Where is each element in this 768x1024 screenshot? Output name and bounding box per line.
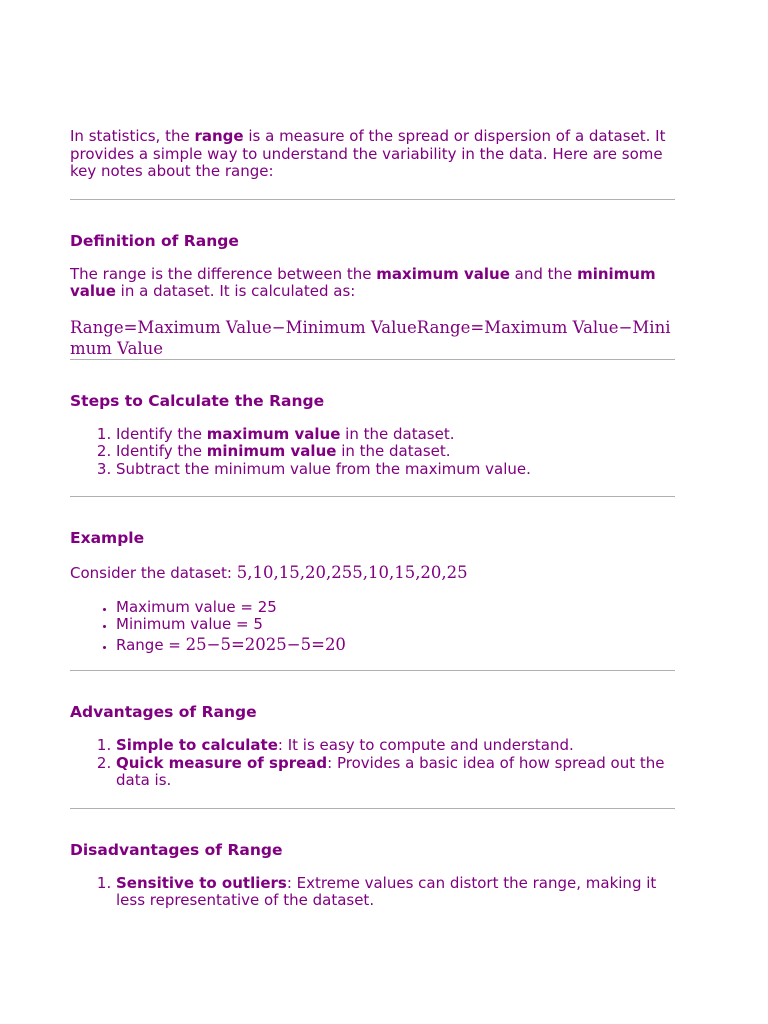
range-formula: Range=Maximum Value−Minimum ValueRange=Maximum Value−Minimum Value (70, 317, 671, 358)
disadvantages-heading: Disadvantages of Range (70, 840, 283, 859)
list-item (116, 599, 675, 617)
steps-heading: Steps to Calculate the Range (70, 391, 325, 410)
bullet-math: 25−5=2025−5=20 (185, 634, 346, 654)
example-heading: Example (70, 529, 145, 547)
advantages-list (70, 737, 675, 790)
list-item (116, 875, 675, 910)
bullet-text: Range = (116, 635, 186, 654)
definition-paragraph (70, 266, 675, 301)
example-bullets (70, 599, 675, 655)
definition-text: The range is the difference between the (70, 264, 377, 283)
advantage-text: : Provides a basic idea of how spread out the data is. (116, 753, 665, 789)
list-item (116, 616, 675, 634)
list-item (116, 443, 675, 461)
step-text: Subtract the minimum value from the maximum value. (116, 459, 531, 478)
example-dataset (70, 564, 675, 583)
divider (70, 808, 675, 809)
divider (70, 359, 675, 360)
step-bold: minimum value (206, 442, 337, 460)
list-item (116, 636, 675, 655)
step-text: Identify the (116, 442, 207, 460)
list-item (116, 461, 675, 479)
divider (70, 670, 675, 671)
step-text: in the dataset. (340, 424, 455, 443)
divider (70, 496, 675, 497)
definition-text: in a dataset. It is calculated as: (115, 282, 356, 300)
list-item (116, 426, 675, 444)
intro-paragraph (70, 128, 675, 181)
advantage-text: : It is easy to compute and understand. (277, 736, 574, 754)
intro-bold-term: range (194, 127, 244, 145)
definition-bold: minimum value (70, 264, 656, 300)
bullet-text: Minimum value = 5 (116, 615, 263, 633)
step-text: in the dataset. (336, 442, 451, 460)
intro-text: In statistics, the (70, 127, 195, 145)
steps-list (70, 426, 675, 479)
definition-text: and the (509, 264, 578, 283)
dataset-math: 5,10,15,20,255,10,15,20,25 (236, 563, 468, 582)
intro-text: is a measure of the spread or dispersion of a dataset. It provides a simple way to understand the variability in the data. Here are some key notes about the range: (70, 127, 666, 180)
advantage-bold: Simple to calculate (116, 736, 278, 754)
step-bold: maximum value (206, 424, 341, 443)
divider (70, 199, 675, 200)
list-item (116, 755, 675, 790)
disadvantage-text: : Extreme values can distort the range, making it less representative of the dataset. (116, 873, 657, 909)
list-item (116, 737, 675, 755)
disadvantages-list (70, 875, 675, 910)
dataset-label: Consider the dataset: (70, 564, 237, 582)
advantages-heading: Advantages of Range (70, 703, 257, 721)
advantage-bold: Quick measure of spread (116, 753, 328, 772)
definition-heading: Definition of Range (70, 231, 239, 250)
step-text: Identify the (116, 424, 207, 443)
definition-bold: maximum value (376, 264, 510, 283)
document-page (70, 128, 675, 910)
bullet-text: Maximum value = 25 (116, 597, 277, 616)
disadvantage-bold: Sensitive to outliers (116, 873, 287, 892)
